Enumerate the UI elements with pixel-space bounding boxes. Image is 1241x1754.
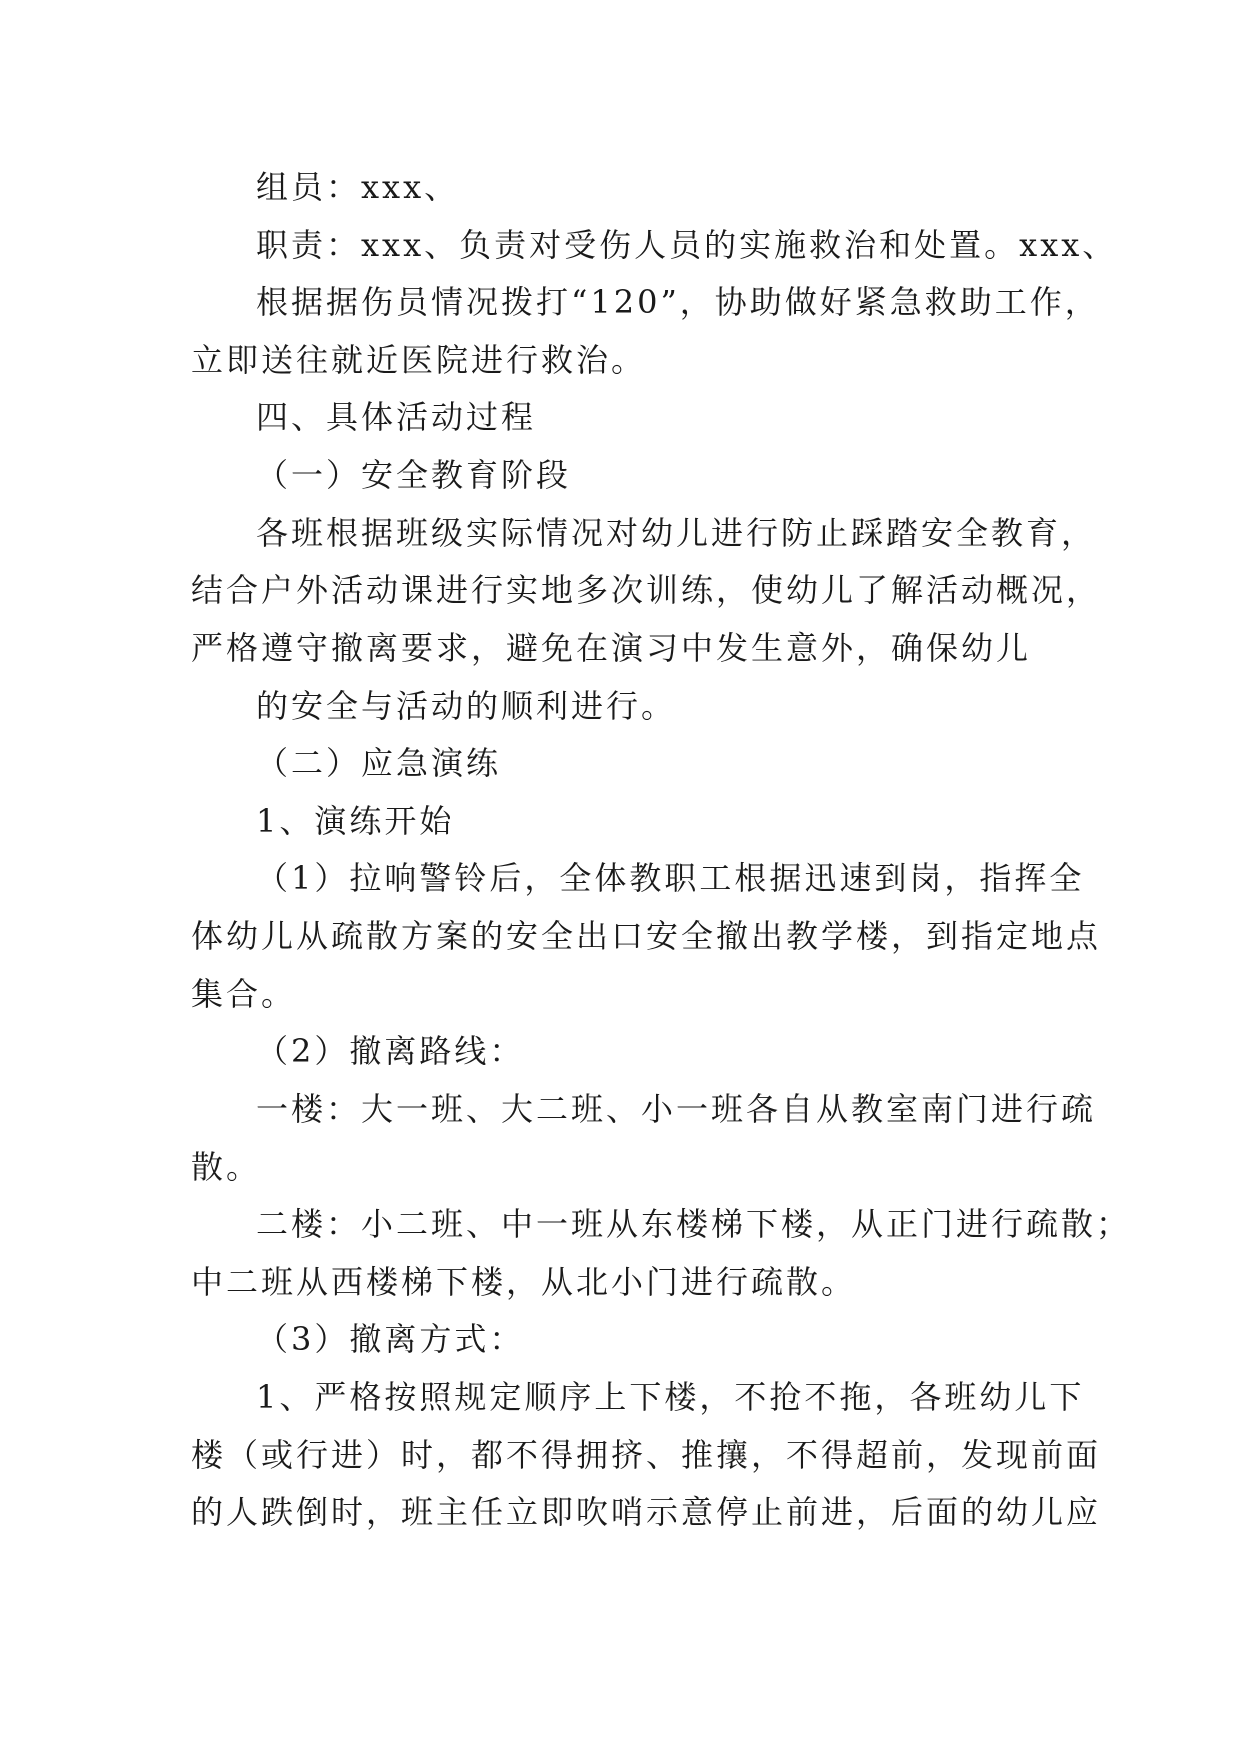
- paragraph-line: 的人跌倒时，班主任立即吹哨示意停止前进，后面的幼儿应: [191, 1493, 1102, 1531]
- paragraph-line: 严格遵守撤离要求，避免在演习中发生意外，确保幼儿: [191, 629, 1032, 667]
- team-member-line: 组员：xxx、: [256, 168, 460, 206]
- paragraph-line: 的安全与活动的顺利进行。: [256, 687, 677, 725]
- paragraph-line: 各班根据班级实际情况对幼儿进行防止踩踏安全教育，: [256, 514, 1097, 552]
- paragraph-line: 一楼：大一班、大二班、小一班各自从教室南门进行疏: [256, 1090, 1097, 1128]
- paragraph-line: 结合户外活动课进行实地多次训练，使幼儿了解活动概况，: [191, 571, 1102, 609]
- subsection-heading: （一）安全教育阶段: [256, 456, 572, 494]
- paragraph-line: 根据据伤员情况拨打“120”，协助做好紧急救助工作，: [256, 283, 1100, 321]
- paragraph-line: 集合。: [191, 975, 297, 1013]
- paragraph-line: 1、严格按照规定顺序上下楼，不抢不拖，各班幼儿下: [256, 1378, 1085, 1416]
- paragraph-line: 体幼儿从疏散方案的安全出口安全撤出教学楼，到指定地点: [191, 917, 1102, 955]
- duty-line: 职责：xxx、负责对受伤人员的实施救治和处置。xxx、: [256, 226, 1118, 264]
- item-heading: （2）撤离路线：: [256, 1032, 525, 1070]
- item-heading: （3）撤离方式：: [256, 1320, 525, 1358]
- paragraph-line: 立即送往就近医院进行救治。: [191, 341, 647, 379]
- paragraph-line: 中二班从西楼梯下楼，从北小门进行疏散。: [191, 1263, 857, 1301]
- paragraph-line: 散。: [191, 1148, 262, 1186]
- subsection-heading: （二）应急演练: [256, 744, 502, 782]
- section-heading: 四、具体活动过程: [256, 398, 537, 436]
- item-heading: 1、演练开始: [256, 802, 455, 840]
- paragraph-line: （1）拉响警铃后，全体教职工根据迅速到岗，指挥全: [256, 859, 1085, 897]
- paragraph-line: 楼（或行进）时，都不得拥挤、推攘，不得超前，发现前面: [191, 1436, 1102, 1474]
- paragraph-line: 二楼：小二班、中一班从东楼梯下楼，从正门进行疏散；: [256, 1205, 1132, 1243]
